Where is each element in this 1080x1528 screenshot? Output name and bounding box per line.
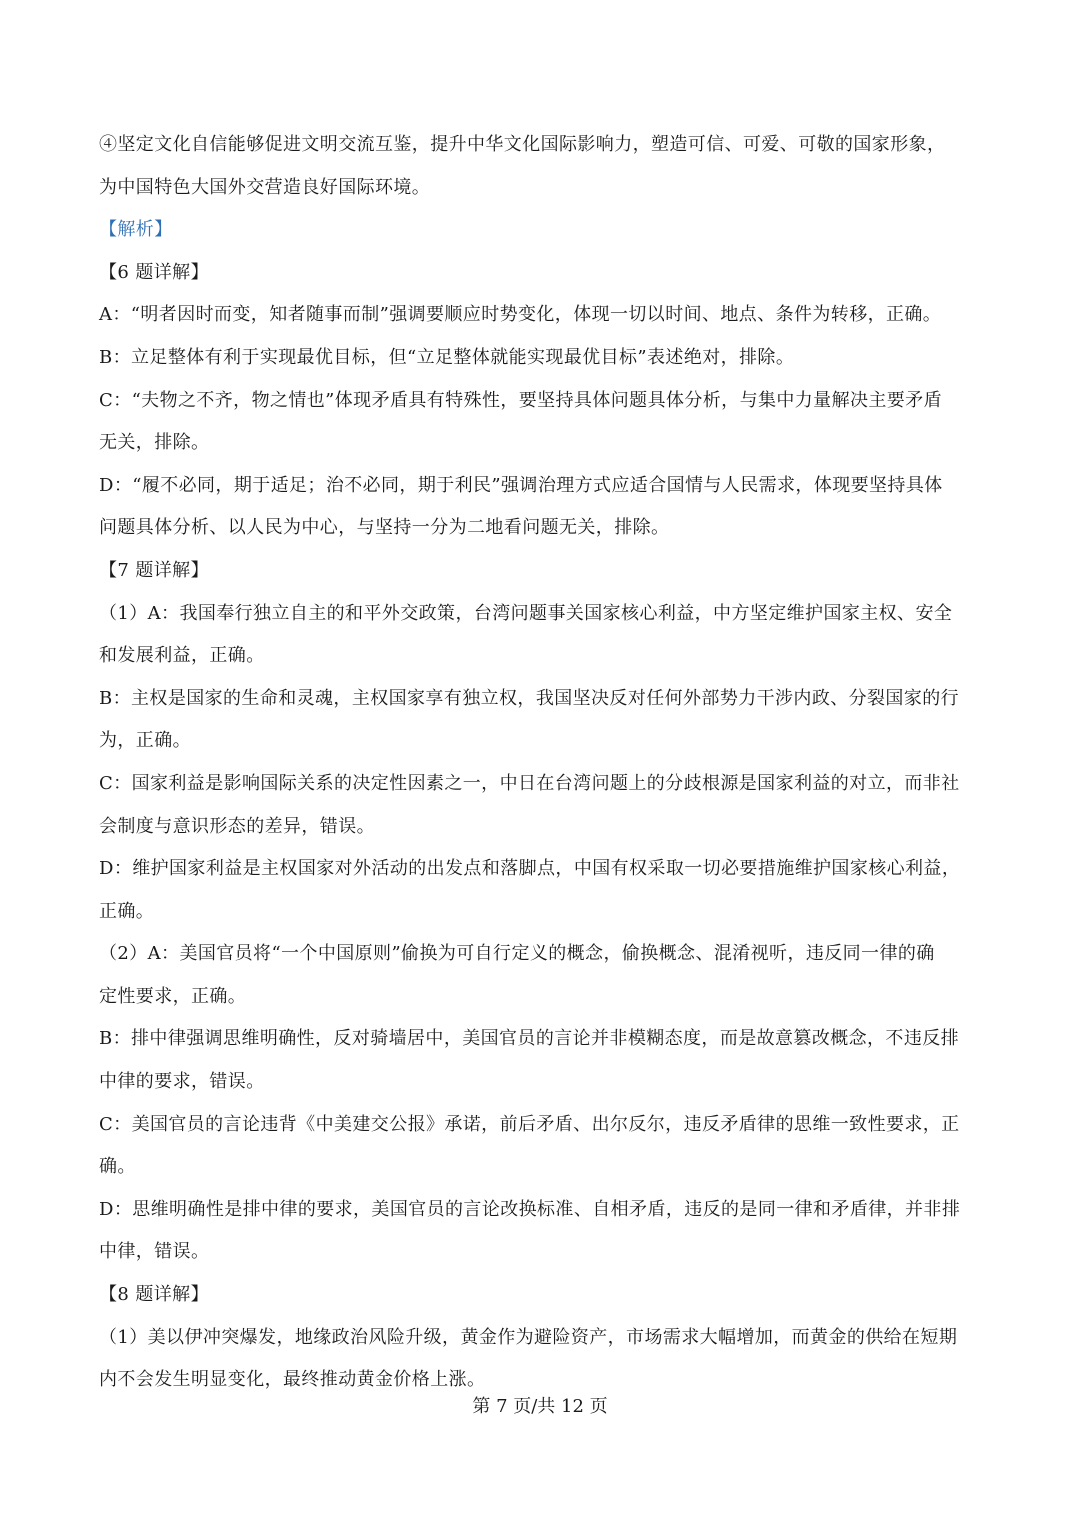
text-line: D：“履不必同，期于适足；治不必同，期于利民”强调治理方式应适合国情与人民需求，体现要坚持具体	[99, 474, 943, 496]
text-line: B：排中律强调思维明确性，反对骑墙居中，美国官员的言论并非模糊态度，而是故意篡改概念，不违反排	[99, 1028, 960, 1050]
text-line: ④坚定文化自信能够促进文明交流互鉴，提升中华文化国际影响力，塑造可信、可爱、可敬的国家形象，	[99, 134, 946, 155]
text-line: 为，正确。	[99, 730, 191, 752]
text-line: 无关，排除。	[99, 432, 210, 454]
text-line: A：“明者因时而变，知者随事而制”强调要顺应时势变化，体现一切以时间、地点、条件为转移，正确。	[99, 304, 942, 326]
text-line: （2）A：美国官员将“一个中国原则”偷换为可自行定义的概念，偷换概念、混淆视听，违反同一律的确	[99, 943, 935, 965]
document-body	[99, 124, 989, 1402]
text-line: 正确。	[99, 900, 155, 922]
section-heading-q8: 【8 题详解】	[99, 1284, 209, 1306]
text-line: C：美国官员的言论违背《中美建交公报》承诺，前后矛盾、出尔反尔，违反矛盾律的思维一致性要求，正	[99, 1113, 960, 1135]
section-heading-q6: 【6 题详解】	[99, 261, 209, 283]
text-line: B：立足整体有利于实现最优目标，但“立足整体就能实现最优目标”表述绝对，排除。	[99, 346, 795, 368]
text-line: C：国家利益是影响国际关系的决定性因素之一，中日在台湾问题上的分歧根源是国家利益的对立，而非社	[99, 772, 960, 794]
text-line: 问题具体分析、以人民为中心，与坚持一分为二地看问题无关，排除。	[99, 517, 670, 539]
text-line: D：思维明确性是排中律的要求，美国官员的言论改换标准、自相矛盾，违反的是同一律和矛盾律，并非排	[99, 1198, 961, 1220]
text-line: 为中国特色大国外交营造良好国际环境。	[99, 176, 431, 198]
analysis-heading: 【解析】	[99, 219, 173, 241]
text-line: C：“夫物之不齐，物之情也”体现矛盾具有特殊性，要坚持具体问题具体分析，与集中力量解决主要矛盾	[99, 389, 942, 411]
text-line: D：维护国家利益是主权国家对外活动的出发点和落脚点，中国有权采取一切必要措施维护国家核心利益，	[99, 858, 961, 880]
text-line: （1）A：我国奉行独立自主的和平外交政策，台湾问题事关国家核心利益，中方坚定维护国家主权、安全	[99, 602, 953, 624]
text-line: B：主权是国家的生命和灵魂，主权国家享有独立权，我国坚决反对任何外部势力干涉内政、分裂国家的行	[99, 687, 960, 709]
section-heading-q7: 【7 题详解】	[99, 559, 209, 581]
text-line: 内不会发生明显变化，最终推动黄金价格上涨。	[99, 1369, 486, 1391]
text-line: 中律的要求，错误。	[99, 1071, 265, 1093]
text-line: （1）美以伊冲突爆发，地缘政治风险升级，黄金作为避险资产，市场需求大幅增加，而黄金的供给在短期	[99, 1326, 958, 1348]
text-line: 中律，错误。	[99, 1241, 210, 1263]
text-line: 定性要求，正确。	[99, 985, 247, 1007]
text-line: 会制度与意识形态的差异，错误。	[99, 815, 375, 837]
text-line: 和发展利益，正确。	[99, 645, 265, 667]
page-number: 第 7 页/共 12 页	[472, 1396, 608, 1417]
text-line: 确。	[99, 1156, 136, 1178]
